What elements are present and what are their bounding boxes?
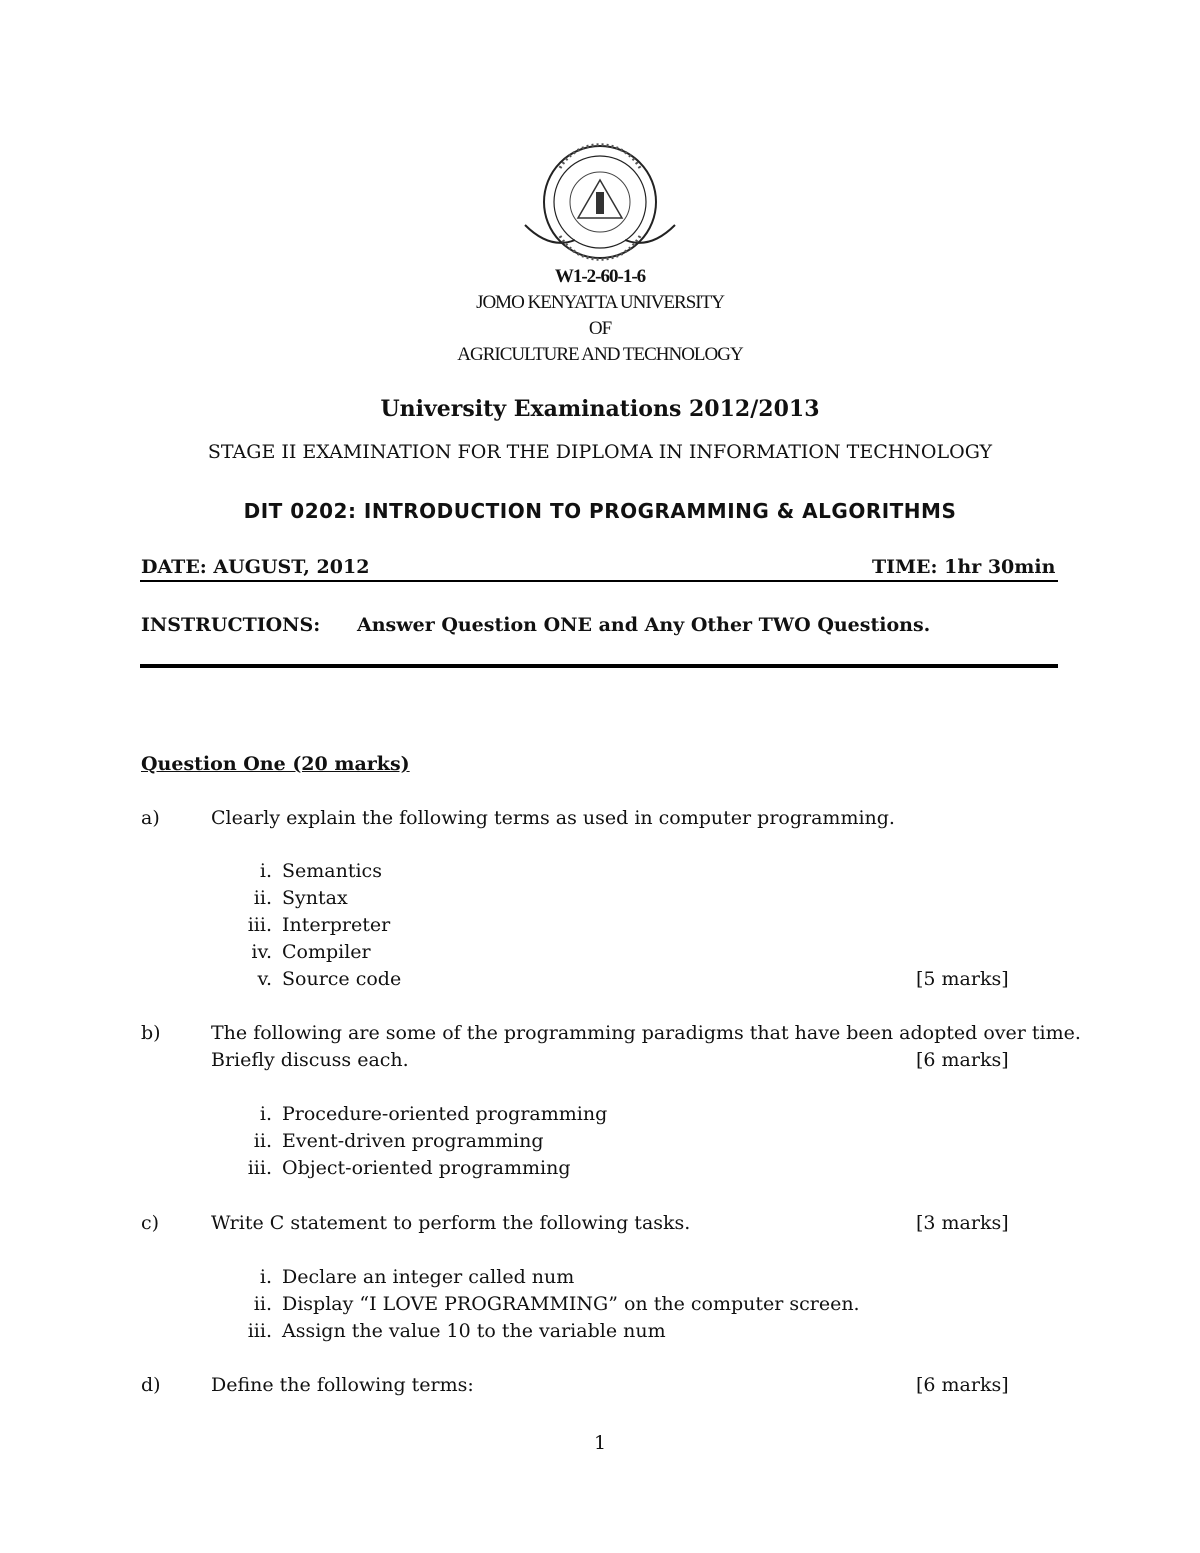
list-item: Compiler	[282, 941, 371, 963]
university-name-line3: AGRICULTURE AND TECHNOLOGY	[457, 344, 743, 365]
list-item-number: iv.	[251, 941, 272, 963]
part-b-label: b)	[141, 1022, 161, 1044]
list-item: Declare an integer called num	[282, 1266, 575, 1288]
list-item: Display “I LOVE PROGRAMMING” on the computer screen.	[282, 1293, 860, 1315]
part-a-label: a)	[141, 807, 160, 829]
instructions-text: Answer Question ONE and Any Other TWO Questions.	[357, 614, 931, 636]
part-a-text: Clearly explain the following terms as used in computer programming.	[211, 807, 895, 829]
list-item-number: i.	[259, 1266, 272, 1288]
page-number: 1	[593, 1432, 607, 1454]
part-d-marks: [6 marks]	[916, 1374, 1009, 1396]
list-item-number: v.	[257, 968, 272, 990]
question-one-title: Question One (20 marks)	[141, 753, 410, 775]
list-item: Syntax	[282, 887, 348, 909]
list-item: Source code	[282, 968, 402, 990]
exam-code: W1-2-60-1-6	[554, 266, 646, 287]
date-rule	[140, 580, 1058, 582]
part-a-marks: [5 marks]	[916, 968, 1009, 990]
list-item-number: iii.	[247, 1320, 272, 1342]
part-b-text-line2: Briefly discuss each.	[211, 1049, 409, 1071]
list-item: Assign the value 10 to the variable num	[282, 1320, 666, 1342]
list-item: Semantics	[282, 860, 382, 882]
part-c-marks: [3 marks]	[916, 1212, 1009, 1234]
list-item-number: iii.	[247, 1157, 272, 1179]
instructions-rule	[140, 664, 1058, 668]
instructions-label: INSTRUCTIONS:	[141, 614, 321, 636]
list-item-number: iii.	[247, 914, 272, 936]
university-seal-logo	[520, 140, 680, 265]
list-item-number: i.	[259, 1103, 272, 1125]
part-d-label: d)	[141, 1374, 161, 1396]
exam-stage-title: STAGE II EXAMINATION FOR THE DIPLOMA IN INFORMATION TECHNOLOGY	[207, 441, 993, 463]
exam-session-title: University Examinations 2012/2013	[380, 396, 820, 422]
course-title: DIT 0202: INTRODUCTION TO PROGRAMMING & ALGORITHMS	[243, 499, 957, 523]
part-c-label: c)	[141, 1212, 160, 1234]
part-b-marks: [6 marks]	[916, 1049, 1009, 1071]
part-c-text: Write C statement to perform the following tasks.	[211, 1212, 691, 1234]
part-b-text-line1: The following are some of the programming paradigms that have been adopted over time.	[211, 1022, 1081, 1044]
university-name-line2: OF	[588, 318, 612, 339]
list-item: Object-oriented programming	[282, 1157, 571, 1179]
list-item-number: ii.	[253, 887, 272, 909]
university-name-line1: JOMO KENYATTA UNIVERSITY	[476, 292, 724, 313]
list-item-number: ii.	[253, 1130, 272, 1152]
list-item-number: ii.	[253, 1293, 272, 1315]
list-item: Procedure-oriented programming	[282, 1103, 608, 1125]
part-d-text: Define the following terms:	[211, 1374, 474, 1396]
list-item: Interpreter	[282, 914, 391, 936]
exam-date: DATE: AUGUST, 2012	[141, 556, 370, 578]
list-item: Event-driven programming	[282, 1130, 544, 1152]
exam-time: TIME: 1hr 30min	[872, 556, 1056, 578]
list-item-number: i.	[259, 860, 272, 882]
